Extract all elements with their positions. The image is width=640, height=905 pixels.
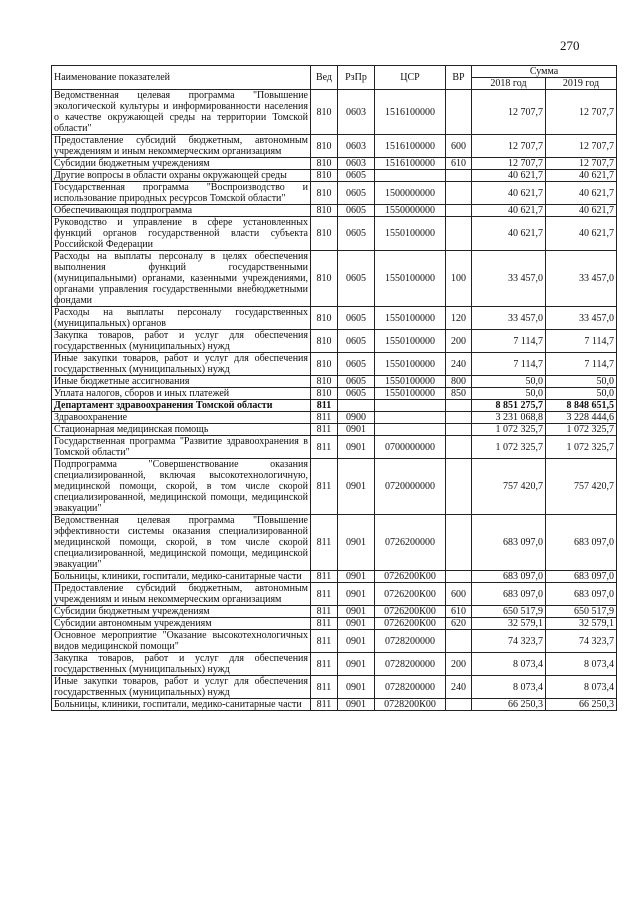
row-sum-2018: 1 072 325,7 — [472, 436, 546, 459]
row-ved: 810 — [311, 376, 338, 388]
row-sum-2019: 40 621,7 — [546, 205, 617, 217]
header-csr: ЦСР — [375, 66, 446, 90]
row-name: Больницы, клиники, госпитали, медико-санитарные части — [52, 699, 311, 711]
row-name: Руководство и управление в сфере установленных функций органов государственной власти субъекта Российской Федерации — [52, 217, 311, 251]
table-row — [52, 353, 617, 376]
row-sum-2018: 12 707,7 — [472, 90, 546, 135]
row-rzpr: 0901 — [338, 676, 375, 699]
row-ved: 811 — [311, 424, 338, 436]
row-ved: 810 — [311, 330, 338, 353]
row-sum-2018: 8 851 275,7 — [472, 400, 546, 412]
row-vr: 200 — [446, 330, 472, 353]
row-csr: 0726200К00 — [375, 583, 446, 606]
row-sum-2019: 50,0 — [546, 388, 617, 400]
row-vr: 610 — [446, 606, 472, 618]
row-rzpr: 0603 — [338, 135, 375, 158]
row-rzpr: 0900 — [338, 412, 375, 424]
row-rzpr: 0901 — [338, 571, 375, 583]
row-sum-2019: 50,0 — [546, 376, 617, 388]
row-csr: 1550100000 — [375, 307, 446, 330]
row-ved: 810 — [311, 307, 338, 330]
row-sum-2018: 40 621,7 — [472, 217, 546, 251]
row-sum-2019: 3 228 444,6 — [546, 412, 617, 424]
row-csr: 1516100000 — [375, 158, 446, 170]
row-vr — [446, 424, 472, 436]
row-vr — [446, 699, 472, 711]
row-vr — [446, 515, 472, 571]
row-ved: 810 — [311, 135, 338, 158]
row-vr — [446, 90, 472, 135]
row-csr: 1550100000 — [375, 251, 446, 307]
header-year-2018: 2018 год — [472, 78, 546, 90]
row-rzpr: 0901 — [338, 699, 375, 711]
row-sum-2018: 7 114,7 — [472, 353, 546, 376]
row-vr: 600 — [446, 135, 472, 158]
row-ved: 810 — [311, 205, 338, 217]
table-row — [52, 571, 617, 583]
row-name: Ведомственная целевая программа "Повышение эффективности системы оказания специализированной медицинской помощи, скорой, в том числе скорой специализированной, медицинской помощи, медицинской эвакуации" — [52, 515, 311, 571]
row-sum-2019: 1 072 325,7 — [546, 436, 617, 459]
row-vr: 100 — [446, 251, 472, 307]
row-rzpr: 0901 — [338, 583, 375, 606]
row-ved: 811 — [311, 699, 338, 711]
row-sum-2019: 683 097,0 — [546, 571, 617, 583]
table-row — [52, 90, 617, 135]
row-sum-2019: 12 707,7 — [546, 90, 617, 135]
row-rzpr: 0605 — [338, 376, 375, 388]
row-csr: 1500000000 — [375, 182, 446, 205]
row-ved: 811 — [311, 676, 338, 699]
row-ved: 811 — [311, 400, 338, 412]
row-sum-2019: 74 323,7 — [546, 630, 617, 653]
row-rzpr: 0605 — [338, 170, 375, 182]
row-rzpr: 0605 — [338, 330, 375, 353]
row-sum-2018: 32 579,1 — [472, 618, 546, 630]
row-name: Предоставление субсидий бюджетным, автономным учреждениям и иным некоммерческим организациям — [52, 583, 311, 606]
row-sum-2018: 650 517,9 — [472, 606, 546, 618]
row-name: Ведомственная целевая программа "Повышение экологической культуры и информированности населения о качестве окружающей среды на территории Томской области" — [52, 90, 311, 135]
row-sum-2018: 33 457,0 — [472, 251, 546, 307]
row-name: Здравоохранение — [52, 412, 311, 424]
row-name: Иные закупки товаров, работ и услуг для обеспечения государственных (муниципальных) нужд — [52, 676, 311, 699]
row-sum-2018: 12 707,7 — [472, 158, 546, 170]
row-rzpr: 0603 — [338, 158, 375, 170]
row-vr: 120 — [446, 307, 472, 330]
row-csr: 0728200000 — [375, 676, 446, 699]
row-rzpr — [338, 400, 375, 412]
row-csr — [375, 412, 446, 424]
row-name: Основное мероприятие "Оказание высокотехнологичных видов медицинской помощи" — [52, 630, 311, 653]
row-rzpr: 0901 — [338, 618, 375, 630]
row-ved: 811 — [311, 630, 338, 653]
row-csr: 0700000000 — [375, 436, 446, 459]
row-rzpr: 0605 — [338, 182, 375, 205]
table-row — [52, 307, 617, 330]
row-ved: 811 — [311, 412, 338, 424]
row-vr: 240 — [446, 676, 472, 699]
row-name: Департамент здравоохранения Томской области — [52, 400, 311, 412]
row-csr: 1550100000 — [375, 376, 446, 388]
row-vr: 610 — [446, 158, 472, 170]
row-sum-2018: 8 073,4 — [472, 676, 546, 699]
row-sum-2019: 66 250,3 — [546, 699, 617, 711]
row-ved: 811 — [311, 436, 338, 459]
row-vr — [446, 217, 472, 251]
row-sum-2019: 12 707,7 — [546, 135, 617, 158]
row-vr: 240 — [446, 353, 472, 376]
row-sum-2019: 32 579,1 — [546, 618, 617, 630]
row-ved: 810 — [311, 170, 338, 182]
table-row — [52, 459, 617, 515]
row-ved: 810 — [311, 158, 338, 170]
row-rzpr: 0603 — [338, 90, 375, 135]
row-sum-2018: 683 097,0 — [472, 571, 546, 583]
row-csr: 0728200000 — [375, 630, 446, 653]
row-name: Стационарная медицинская помощь — [52, 424, 311, 436]
row-rzpr: 0901 — [338, 424, 375, 436]
row-sum-2019: 8 073,4 — [546, 653, 617, 676]
row-sum-2018: 74 323,7 — [472, 630, 546, 653]
row-sum-2018: 40 621,7 — [472, 170, 546, 182]
row-csr: 0726200К00 — [375, 606, 446, 618]
row-csr — [375, 400, 446, 412]
row-rzpr: 0901 — [338, 459, 375, 515]
row-name: Больницы, клиники, госпитали, медико-санитарные части — [52, 571, 311, 583]
row-ved: 810 — [311, 90, 338, 135]
row-sum-2019: 683 097,0 — [546, 515, 617, 571]
row-sum-2019: 33 457,0 — [546, 307, 617, 330]
row-csr: 0728200К00 — [375, 699, 446, 711]
row-rzpr: 0901 — [338, 606, 375, 618]
row-vr — [446, 459, 472, 515]
row-sum-2018: 12 707,7 — [472, 135, 546, 158]
row-sum-2019: 40 621,7 — [546, 182, 617, 205]
row-name: Расходы на выплаты персоналу в целях обеспечения выполнения функций государственными (муниципальными) органами, казенными учреждениями, органами управления государственными внебюджетными фондами — [52, 251, 311, 307]
row-sum-2019: 8 848 651,5 — [546, 400, 617, 412]
row-vr — [446, 400, 472, 412]
row-sum-2019: 1 072 325,7 — [546, 424, 617, 436]
budget-table-body — [52, 90, 617, 711]
row-ved: 811 — [311, 653, 338, 676]
row-sum-2018: 757 420,7 — [472, 459, 546, 515]
row-rzpr: 0605 — [338, 251, 375, 307]
row-name: Подпрограмма "Совершенствование оказания специализированной, включая высокотехнологичную, медицинской помощи, скорой, в том числе скорой специализированной, медицинской помощи, медицинской эвакуации" — [52, 459, 311, 515]
row-name: Субсидии бюджетным учреждениям — [52, 606, 311, 618]
header-ved: Вед — [311, 66, 338, 90]
row-ved: 811 — [311, 606, 338, 618]
row-csr: 1550100000 — [375, 353, 446, 376]
table-row — [52, 376, 617, 388]
header-year-2019: 2019 год — [546, 78, 617, 90]
row-sum-2019: 757 420,7 — [546, 459, 617, 515]
table-row — [52, 330, 617, 353]
table-row — [52, 424, 617, 436]
row-sum-2019: 650 517,9 — [546, 606, 617, 618]
row-vr — [446, 630, 472, 653]
row-ved: 810 — [311, 217, 338, 251]
header-name: Наименование показателей — [52, 66, 311, 90]
table-row — [52, 205, 617, 217]
row-name: Иные бюджетные ассигнования — [52, 376, 311, 388]
row-csr: 1550100000 — [375, 388, 446, 400]
row-sum-2019: 40 621,7 — [546, 170, 617, 182]
row-vr — [446, 182, 472, 205]
row-sum-2018: 66 250,3 — [472, 699, 546, 711]
row-sum-2019: 683 097,0 — [546, 583, 617, 606]
table-row — [52, 653, 617, 676]
row-sum-2019: 40 621,7 — [546, 217, 617, 251]
row-name: Государственная программа "Развитие здравоохранения в Томской области" — [52, 436, 311, 459]
row-name: Субсидии автономным учреждениям — [52, 618, 311, 630]
row-rzpr: 0605 — [338, 217, 375, 251]
table-row — [52, 400, 617, 412]
row-rzpr: 0901 — [338, 653, 375, 676]
row-rzpr: 0605 — [338, 353, 375, 376]
row-name: Закупка товаров, работ и услуг для обеспечения государственных (муниципальных) нужд — [52, 330, 311, 353]
row-rzpr: 0605 — [338, 307, 375, 330]
row-ved: 810 — [311, 182, 338, 205]
row-csr: 1550100000 — [375, 330, 446, 353]
row-ved: 810 — [311, 353, 338, 376]
row-sum-2018: 40 621,7 — [472, 205, 546, 217]
row-sum-2018: 683 097,0 — [472, 515, 546, 571]
row-vr — [446, 436, 472, 459]
row-csr: 1550000000 — [375, 205, 446, 217]
table-row — [52, 630, 617, 653]
table-row — [52, 676, 617, 699]
row-vr — [446, 571, 472, 583]
row-vr — [446, 170, 472, 182]
row-sum-2019: 7 114,7 — [546, 330, 617, 353]
row-csr: 0726200000 — [375, 515, 446, 571]
table-row — [52, 182, 617, 205]
row-ved: 810 — [311, 251, 338, 307]
row-sum-2018: 50,0 — [472, 388, 546, 400]
row-vr — [446, 412, 472, 424]
row-csr: 1516100000 — [375, 135, 446, 158]
row-vr — [446, 205, 472, 217]
table-row — [52, 412, 617, 424]
row-rzpr: 0901 — [338, 436, 375, 459]
row-ved: 811 — [311, 459, 338, 515]
table-row — [52, 251, 617, 307]
row-csr: 0728200000 — [375, 653, 446, 676]
table-row — [52, 583, 617, 606]
table-row — [52, 135, 617, 158]
row-sum-2018: 33 457,0 — [472, 307, 546, 330]
table-row — [52, 217, 617, 251]
table-row — [52, 158, 617, 170]
table-row — [52, 515, 617, 571]
row-name: Государственная программа "Воспроизводство и использование природных ресурсов Томской области" — [52, 182, 311, 205]
row-ved: 811 — [311, 571, 338, 583]
row-csr: 1550100000 — [375, 217, 446, 251]
row-rzpr: 0605 — [338, 388, 375, 400]
header-vr: ВР — [446, 66, 472, 90]
header-sum: Сумма — [472, 66, 617, 78]
row-name: Иные закупки товаров, работ и услуг для обеспечения государственных (муниципальных) нужд — [52, 353, 311, 376]
row-ved: 811 — [311, 583, 338, 606]
row-rzpr: 0901 — [338, 630, 375, 653]
row-name: Уплата налогов, сборов и иных платежей — [52, 388, 311, 400]
row-name: Предоставление субсидий бюджетным, автономным учреждениям и иным некоммерческим организациям — [52, 135, 311, 158]
row-sum-2019: 7 114,7 — [546, 353, 617, 376]
row-vr: 800 — [446, 376, 472, 388]
row-name: Другие вопросы в области охраны окружающей среды — [52, 170, 311, 182]
row-sum-2018: 683 097,0 — [472, 583, 546, 606]
table-row — [52, 436, 617, 459]
budget-table — [51, 65, 617, 711]
header-rzpr: РзПр — [338, 66, 375, 90]
row-sum-2018: 1 072 325,7 — [472, 424, 546, 436]
row-name: Обеспечивающая подпрограмма — [52, 205, 311, 217]
table-row — [52, 699, 617, 711]
row-vr: 620 — [446, 618, 472, 630]
table-row — [52, 170, 617, 182]
row-vr: 600 — [446, 583, 472, 606]
row-vr: 200 — [446, 653, 472, 676]
row-sum-2018: 50,0 — [472, 376, 546, 388]
row-name: Субсидии бюджетным учреждениям — [52, 158, 311, 170]
row-rzpr: 0605 — [338, 205, 375, 217]
row-name: Закупка товаров, работ и услуг для обеспечения государственных (муниципальных) нужд — [52, 653, 311, 676]
row-csr: 0720000000 — [375, 459, 446, 515]
row-sum-2018: 40 621,7 — [472, 182, 546, 205]
row-sum-2019: 12 707,7 — [546, 158, 617, 170]
row-csr — [375, 170, 446, 182]
row-csr: 0726200К00 — [375, 618, 446, 630]
table-row — [52, 606, 617, 618]
row-sum-2018: 3 231 068,8 — [472, 412, 546, 424]
row-ved: 810 — [311, 388, 338, 400]
row-sum-2019: 8 073,4 — [546, 676, 617, 699]
row-csr — [375, 424, 446, 436]
row-ved: 811 — [311, 515, 338, 571]
row-ved: 811 — [311, 618, 338, 630]
table-row — [52, 388, 617, 400]
table-row — [52, 618, 617, 630]
row-csr: 1516100000 — [375, 90, 446, 135]
row-sum-2018: 8 073,4 — [472, 653, 546, 676]
row-name: Расходы на выплаты персоналу государственных (муниципальных) органов — [52, 307, 311, 330]
row-vr: 850 — [446, 388, 472, 400]
row-rzpr: 0901 — [338, 515, 375, 571]
row-csr: 0726200К00 — [375, 571, 446, 583]
row-sum-2019: 33 457,0 — [546, 251, 617, 307]
row-sum-2018: 7 114,7 — [472, 330, 546, 353]
page-number: 270 — [560, 38, 580, 53]
